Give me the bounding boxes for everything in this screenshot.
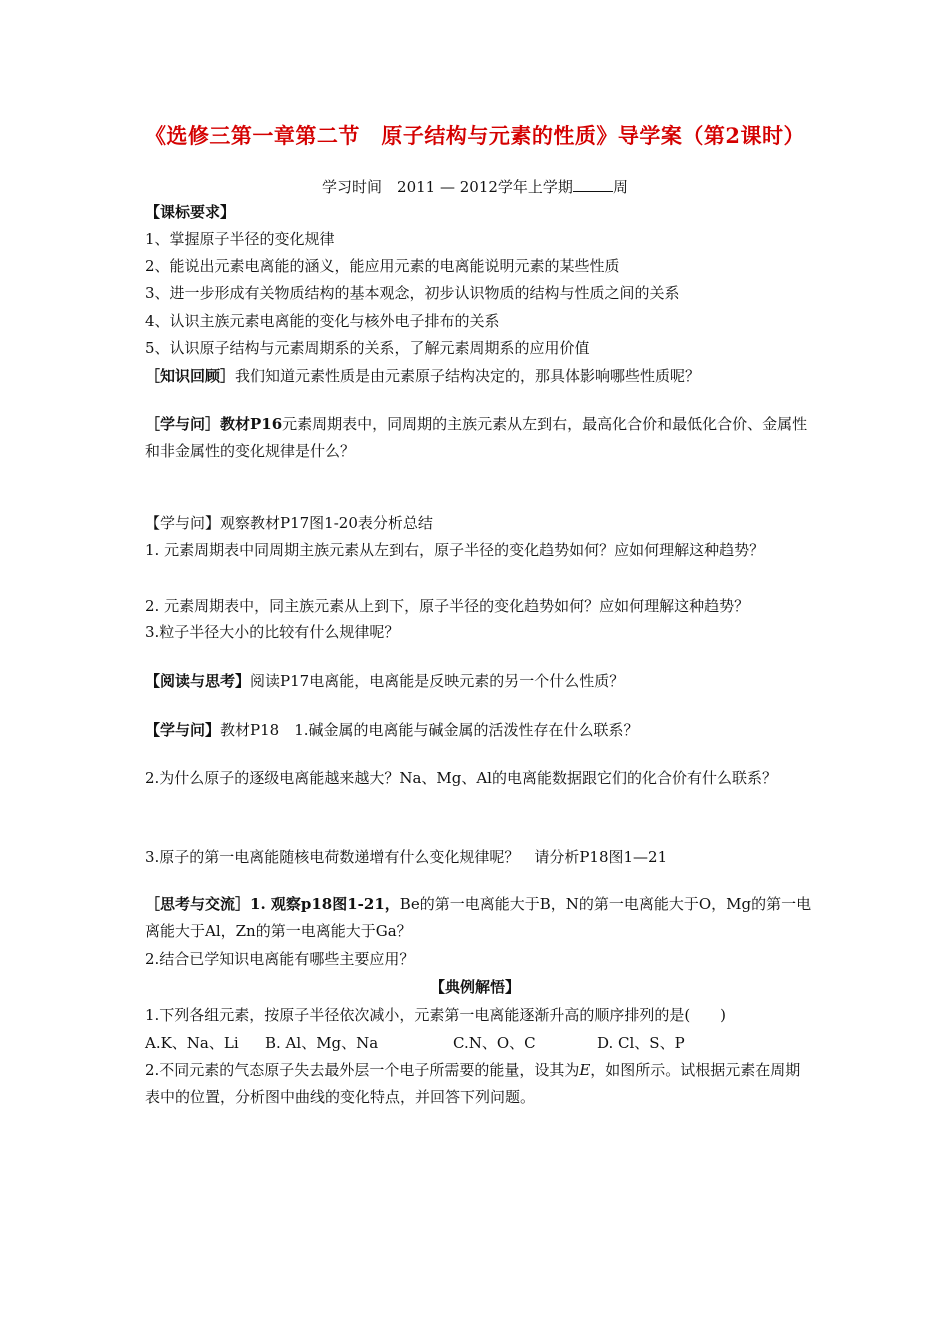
document-title: 《选修三第一章第二节 原子结构与元素的性质》导学案（第2课时） xyxy=(144,123,806,148)
option-d: D. Cl、S、P xyxy=(597,1034,685,1052)
study3-label: 【学与问】 xyxy=(145,721,221,739)
read-label: 【阅读与思考】 xyxy=(145,672,251,690)
think-text: Be的第一电离能大于B，N的第一电离能大于O，Mg的第一电离能大于Al，Zn的第一电离能大于Ga？ xyxy=(145,895,812,940)
requirement-item: 3、进一步形成有关物质结构的基本观念，初步认识物质的结构与性质之间的关系 xyxy=(145,284,680,302)
option-b: B. Al、Mg、Na xyxy=(265,1034,379,1052)
requirement-item: 5、认识原子结构与元素周期系的关系，了解元素周期系的应用价值 xyxy=(145,339,590,357)
think-label: ［思考与交流］1. 观察p18图1-21， xyxy=(145,895,400,913)
examples-heading: 【典例解悟】 xyxy=(429,978,520,996)
think-question-2: 2.结合已学知识电离能有哪些主要应用？ xyxy=(145,950,415,968)
study1-text: 元素周期表中，同周期的主族元素从左到右，最高化合价和最低化合价、金属性和非金属性的变化规律是什么？ xyxy=(145,415,808,460)
study2-question-2: 2. 元素周期表中，同主族元素从上到下，原子半径的变化趋势如何？应如何理解这种趋势？ xyxy=(145,597,750,615)
study-question-1 xyxy=(145,411,810,465)
example-options xyxy=(145,1031,815,1055)
study3-text: 教材P18 1.碱金属的电离能与碱金属的活泼性存在什么联系？ xyxy=(220,721,639,739)
read-and-think xyxy=(145,669,815,693)
review-text: 我们知道元素性质是由元素原子结构决定的，那具体影响哪些性质呢？ xyxy=(235,367,701,385)
example2-text-before: 2.不同元素的气态原子失去最外层一个电子所需要的能量，设其为 xyxy=(145,1061,580,1079)
read-text: 阅读P17电离能，电离能是反映元素的另一个什么性质？ xyxy=(250,672,625,690)
review-label: ［知识回顾］ xyxy=(145,367,236,385)
example-question-2 xyxy=(145,1057,810,1111)
requirements-heading: 【课标要求】 xyxy=(145,203,236,221)
option-c: C.N、O、C xyxy=(453,1034,536,1052)
example2-text-after: ，如图所示。试根据元素在周期表中的位置，分析图中曲线的变化特点，并回答下列问题。 xyxy=(145,1061,801,1106)
study3-question-1 xyxy=(145,718,815,742)
requirement-item: 1、掌握原子半径的变化规律 xyxy=(145,230,335,248)
study-time-text: 学习时间 2011 — 2012学年上学期 xyxy=(322,178,573,196)
week-blank xyxy=(573,177,613,192)
study2-heading: 【学与问】观察教材P17图1-20表分析总结 xyxy=(145,514,433,532)
study1-label: ［学与问］教材P16 xyxy=(145,415,283,433)
study3-question-3: 3.原子的第一电离能随核电荷数递增有什么变化规律呢？ 请分析P18图1—21 xyxy=(145,848,668,866)
study3-question-2: 2.为什么原子的逐级电离能越来越大？Na、Mg、Al的电离能数据跟它们的化合价有什么联系？ xyxy=(145,769,777,787)
option-a: A.K、Na、Li xyxy=(145,1034,239,1052)
study2-question-3: 3.粒子半径大小的比较有什么规律呢？ xyxy=(145,623,400,641)
week-label: 周 xyxy=(612,178,628,196)
think-exchange xyxy=(145,891,813,945)
requirement-item: 4、认识主族元素电离能的变化与核外电子排布的关系 xyxy=(145,312,500,330)
study2-question-1: 1. 元素周期表中同周期主族元素从左到右，原子半径的变化趋势如何？应如何理解这种趋势？ xyxy=(145,541,765,559)
requirement-item: 2、能说出元素电离能的涵义，能应用元素的电离能说明元素的某些性质 xyxy=(145,257,620,275)
knowledge-review xyxy=(145,364,815,388)
example-question-1: 1.下列各组元素，按原子半径依次减小，元素第一电离能逐渐升高的顺序排列的是( ) xyxy=(145,1006,727,1024)
study-time-line xyxy=(0,176,950,198)
energy-variable: E xyxy=(579,1061,591,1079)
